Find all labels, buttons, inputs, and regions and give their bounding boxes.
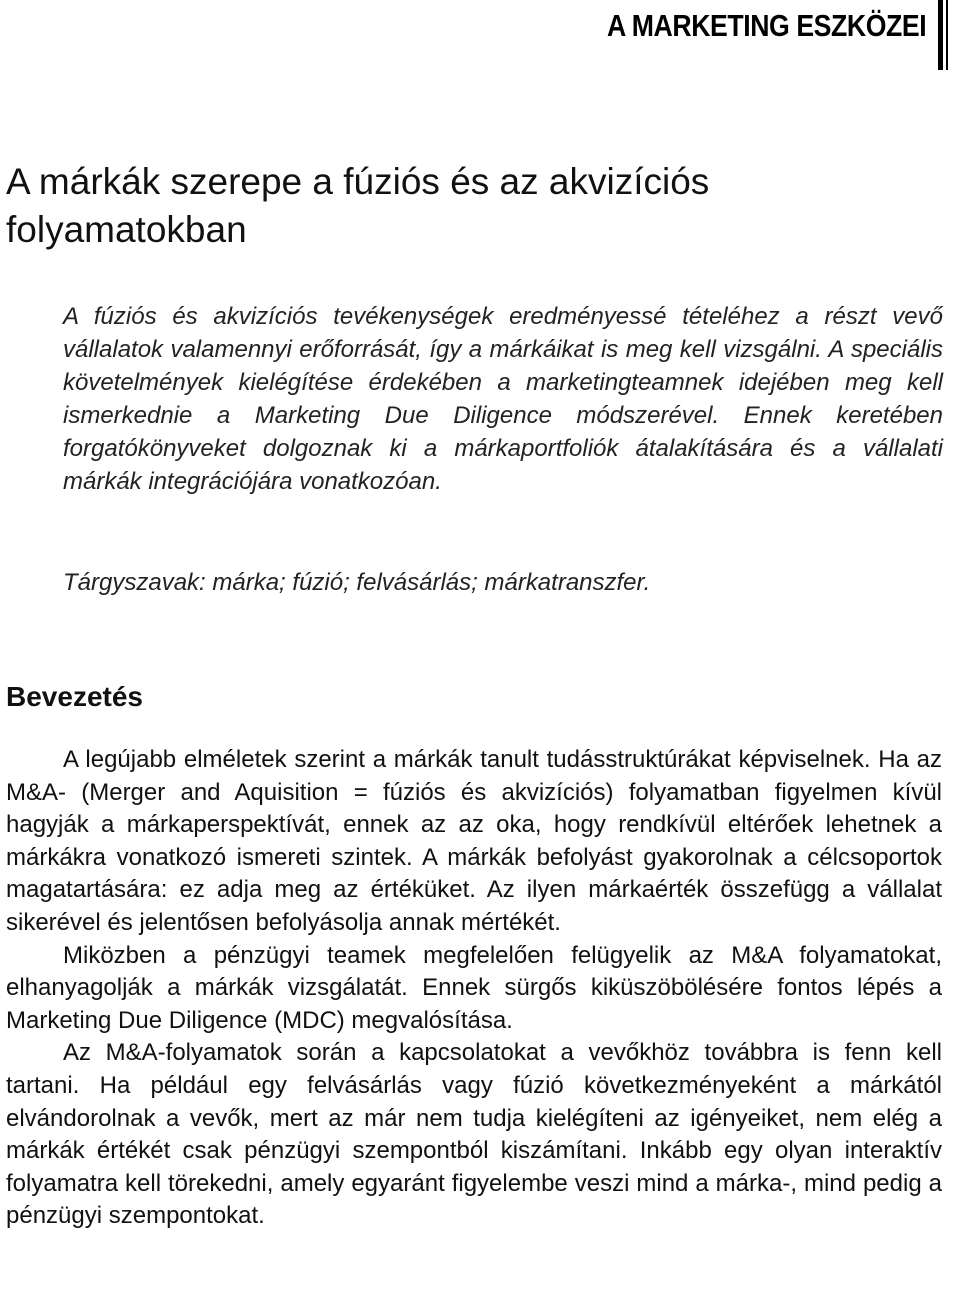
page-header (0, 0, 960, 72)
header-rule-thick (938, 0, 943, 70)
paragraph: Miközben a pénzügyi teamek megfelelően felügyelik az M&A folyamatokat, elhanyagolják a márkák vizsgálatát. Ennek sürgős kiküszöbölésére fontos lépés a Marketing Due Diligence (MDC) megvalósítása. (6, 941, 942, 1034)
body-text (6, 744, 942, 1233)
section-label: A MARKETING ESZKÖZEI (606, 8, 926, 43)
header-rule-thin (946, 0, 948, 70)
section-title: Bevezetés (6, 681, 143, 712)
keywords: Tárgyszavak: márka; fúzió; felvásárlás; márkatranszfer. (63, 569, 651, 596)
paragraph: A legújabb elméletek szerint a márkák tanult tudásstruktúrákat képviselnek. Ha az M&A- (Merger and Aquisition = fúziós és akvizíciós) folyamatban figyelmen kívül hagyják a márkaperspektívát, ennek az az oka, hogy rendkívül eltérőek lehetnek a márkákra vonatkozó ismereti szintek. A márkák befolyást gyakorolnak a célcsoportok magatartására: ez adja meg az értéküket. Az ilyen márkaérték összefügg a vállalat sikerével és jelentősen befolyásolja annak mértékét. (6, 746, 942, 936)
paragraph: Az M&A-folyamatok során a kapcsolatokat a vevőkhöz továbbra is fenn kell tartani. Ha például egy felvásárlás vagy fúzió következményeként a márkától elvándorolnak a vevők, mert az már nem tudja kielégíteni az igényeiket, nem elég a márkák értékét csak pénzügyi szempontból kiszámítani. Inkább egy olyan interaktív folyamatra kell törekedni, amely egyaránt figyelembe veszi mind a márka-, mind pedig a pénzügyi szempontokat. (6, 1039, 942, 1230)
abstract: A fúziós és akvizíciós tevékenységek eredményessé tételéhez a részt vevő vállalatok valamennyi erőforrását, így a márkáikat is meg kell vizsgálni. A speciális követelmények kielégítése érdekében a marketingteamnek idejében meg kell ismerkednie a Marketing Due Diligence módszerével. Ennek keretében forgatókönyveket dolgoznak ki a márkaportfoliók átalakítására és a vállalati márkák integrációjára vonatkozóan. (63, 303, 943, 495)
article-title: A márkák szerepe a fúziós és az akvizíciós folyamatokban (6, 161, 710, 250)
